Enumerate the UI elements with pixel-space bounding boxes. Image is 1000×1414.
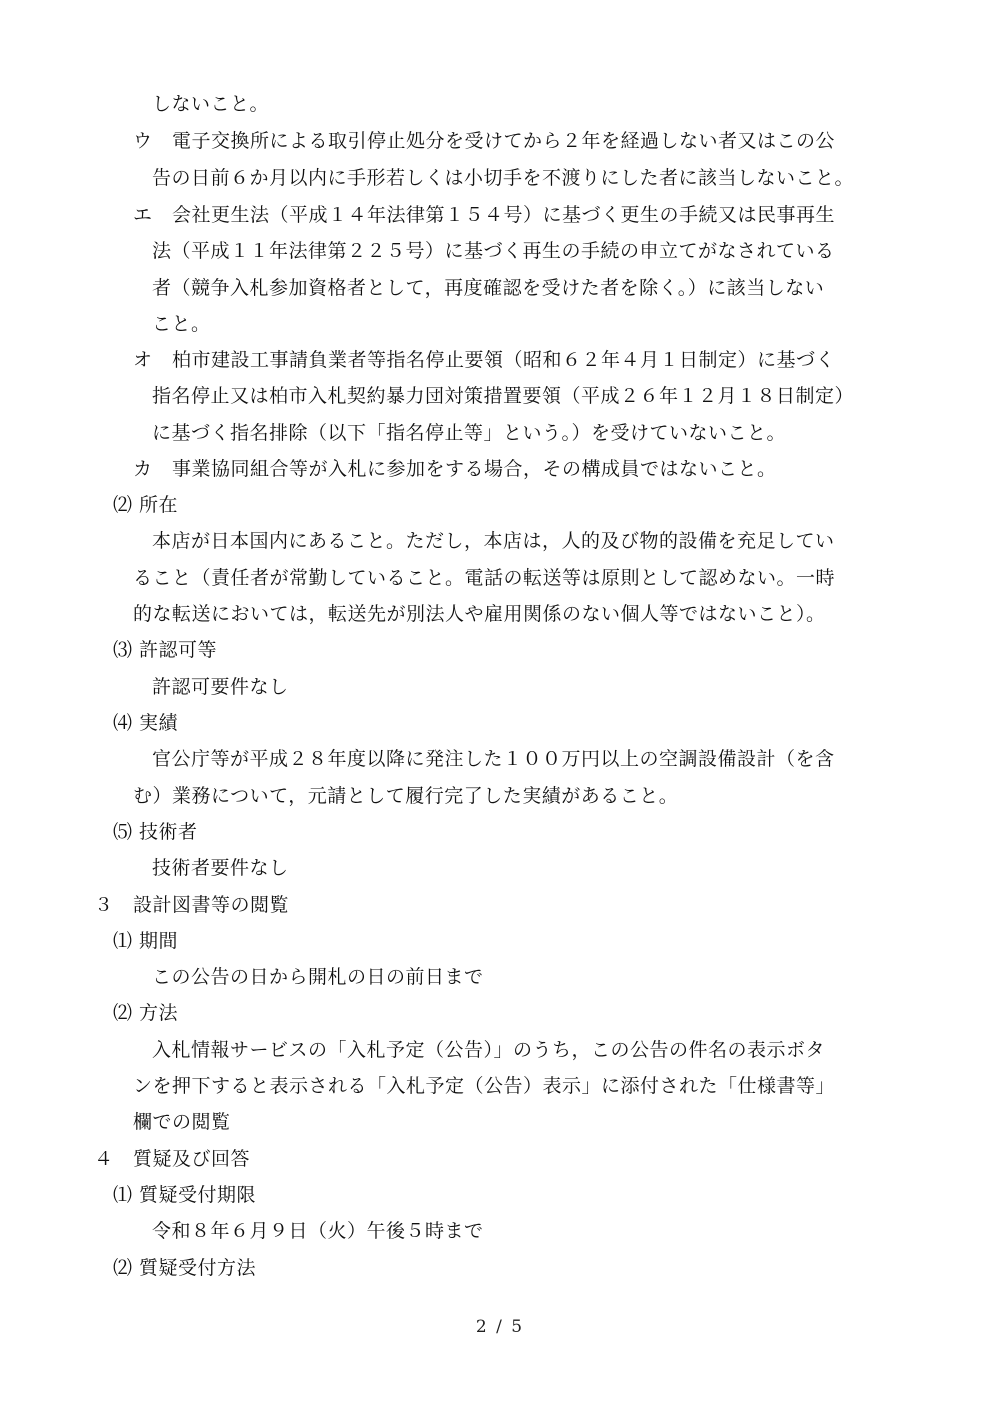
text-line: ること（責任者が常勤していること。電話の転送等は原則として認めない。一時 (133, 567, 836, 589)
text-line: 入札情報サービスの「入札予定（公告）」のうち，この公告の件名の表示ボタ (152, 1039, 826, 1061)
text-line: 技術者要件なし (152, 857, 289, 879)
text-line: 許認可要件なし (152, 676, 289, 698)
text-line: に基づく指名排除（以下「指名停止等」という。）を受けていないこと。 (152, 422, 787, 444)
text-line: ウ 電子交換所による取引停止処分を受けてから２年を経過しない者又はこの公 (133, 130, 836, 152)
section-heading: ⑸ 技術者 (113, 821, 198, 843)
text-line: 者（競争入札参加資格者として，再度確認を受けた者を除く。）に該当しない (152, 277, 825, 299)
text-line: しないこと。 (152, 93, 270, 115)
text-line: 令和８年６月９日（火）午後５時まで (152, 1220, 484, 1242)
section-heading: ⑵ 所在 (113, 494, 179, 516)
text-line: ンを押下すると表示される「入札予定（公告）表示」に添付された「仕様書等」 (133, 1075, 836, 1097)
section-heading: ⑶ 許認可等 (113, 639, 218, 661)
text-line: エ 会社更生法（平成１４年法律第１５４号）に基づく更生の手続又は民事再生 (133, 204, 836, 226)
chapter-heading: ４ 質疑及び回答 (94, 1148, 251, 1170)
page-number: 2 / 5 (475, 1317, 525, 1337)
text-line: カ 事業協同組合等が入札に参加をする場合，その構成員ではないこと。 (133, 458, 777, 480)
text-line: む）業務について，元請として履行完了した実績があること。 (133, 785, 679, 807)
section-heading: ⑵ 方法 (113, 1002, 179, 1024)
section-heading: ⑴ 質疑受付期限 (113, 1184, 257, 1206)
text-line: この公告の日から開札の日の前日まで (152, 966, 484, 988)
chapter-heading: ３ 設計図書等の閲覧 (94, 894, 290, 916)
text-line: 指名停止又は柏市入札契約暴力団対策措置要領（平成２６年１２月１８日制定） (152, 385, 855, 407)
text-line: オ 柏市建設工事請負業者等指名停止要領（昭和６２年４月１日制定）に基づく (133, 349, 836, 371)
text-line: 本店が日本国内にあること。ただし，本店は，人的及び物的設備を充足してい (152, 530, 835, 552)
section-heading: ⑷ 実績 (113, 712, 179, 734)
text-line: こと。 (152, 313, 211, 335)
text-line: 告の日前６か月以内に手形若しくは小切手を不渡りにした者に該当しないこと。 (152, 167, 855, 189)
section-heading: ⑵ 質疑受付方法 (113, 1257, 257, 1279)
text-line: 欄での閲覧 (133, 1111, 231, 1133)
text-line: 法（平成１１年法律第２２５号）に基づく再生の手続の申立てがなされている (152, 240, 835, 262)
text-line: 的な転送においては，転送先が別法人や雇用関係のない個人等ではないこと）。 (133, 603, 826, 625)
text-line: 官公庁等が平成２８年度以降に発注した１００万円以上の空調設備設計（を含 (152, 748, 835, 770)
section-heading: ⑴ 期間 (113, 930, 179, 952)
